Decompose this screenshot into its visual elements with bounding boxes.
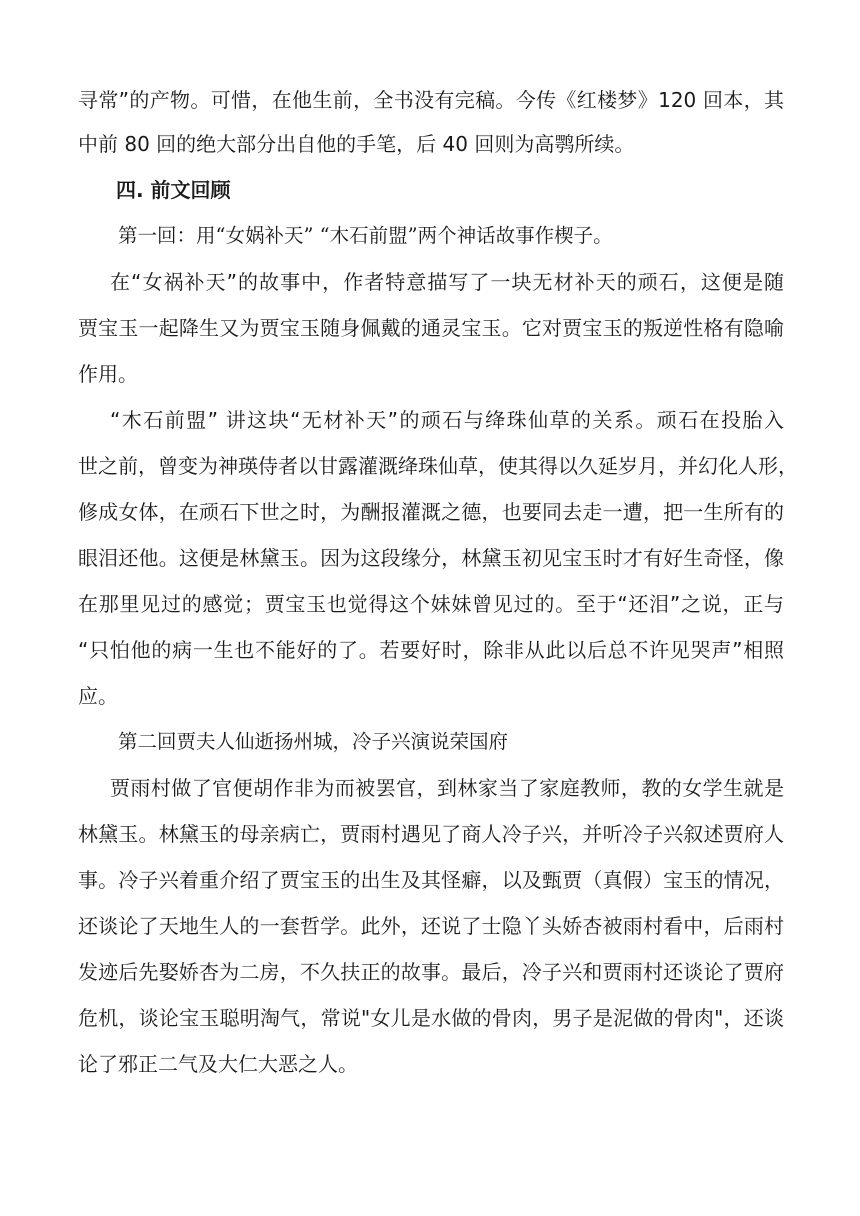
paragraph-line: 作用。 (78, 362, 138, 386)
paragraph-line: 在那里见过的感觉；贾宝玉也觉得这个妹妹曾见过的。至于“还泪”之说，正与 (78, 592, 784, 616)
paragraph-line: “木石前盟” 讲这块“无材补天”的顽石与绛珠仙草的关系。顽石在投胎入 (110, 408, 784, 432)
paragraph-line: 在“女祸补天”的故事中，作者特意描写了一块无材补天的顽石，这便是随 (110, 270, 784, 294)
paragraph-line: 世之前，曾变为神瑛侍者以甘露灌溉绛珠仙草，使其得以久延岁月，并幻化人形， (78, 454, 798, 478)
paragraph-line: 贾宝玉一起降生又为贾宝玉随身佩戴的通灵宝玉。它对贾宝玉的叛逆性格有隐喻 (78, 316, 784, 340)
paragraph-line: 应。 (78, 684, 118, 708)
paragraph-line: 林黛玉。林黛玉的母亲病亡，贾雨村遇见了商人冷子兴，并听冷子兴叙述贾府人 (78, 822, 784, 846)
paragraph-line: 中前 80 回的绝大部分出自他的手笔，后 40 回则为高鹗所续。 (78, 132, 635, 156)
paragraph-line: 危机，谈论宝玉聪明淘气，常说"女儿是水做的骨肉，男子是泥做的骨肉"，还谈 (78, 1006, 784, 1030)
paragraph-line: 还谈论了天地生人的一套哲学。此外，还说了士隐丫头娇杏被雨村看中，后雨村 (78, 914, 784, 938)
paragraph-line: 论了邪正二气及大仁大恶之人。 (78, 1052, 358, 1076)
paragraph-line: 发迹后先娶娇杏为二房，不久扶正的故事。最后，冷子兴和贾雨村还谈论了贾府 (78, 960, 784, 984)
paragraph-line: 事。冷子兴着重介绍了贾宝玉的出生及其怪癖，以及甄贾（真假）宝玉的情况， (78, 868, 784, 892)
paragraph-line: 寻常”的产物。可惜，在他生前，全书没有完稿。今传《红楼梦》120 回本，其 (78, 88, 784, 112)
paragraph-line: 修成女体，在顽石下世之时，为酬报灌溉之德，也要同去走一遭，把一生所有的 (78, 500, 784, 524)
chapter-subheading: 第二回贾夫人仙逝扬州城，冷子兴演说荣国府 (118, 730, 509, 753)
chapter-subheading: 第一回：用“女娲补天” “木石前盟”两个神话故事作楔子。 (118, 224, 613, 247)
section-heading: 四. 前文回顾 (116, 178, 231, 202)
paragraph-line: 贾雨村做了官便胡作非为而被罢官，到林家当了家庭教师，教的女学生就是 (110, 776, 784, 800)
paragraph-line: 眼泪还他。这便是林黛玉。因为这段缘分，林黛玉初见宝玉时才有好生奇怪，像 (78, 546, 784, 570)
paragraph-line: “只怕他的病一生也不能好的了。若要好时，除非从此以后总不许见哭声”相照 (78, 638, 784, 662)
